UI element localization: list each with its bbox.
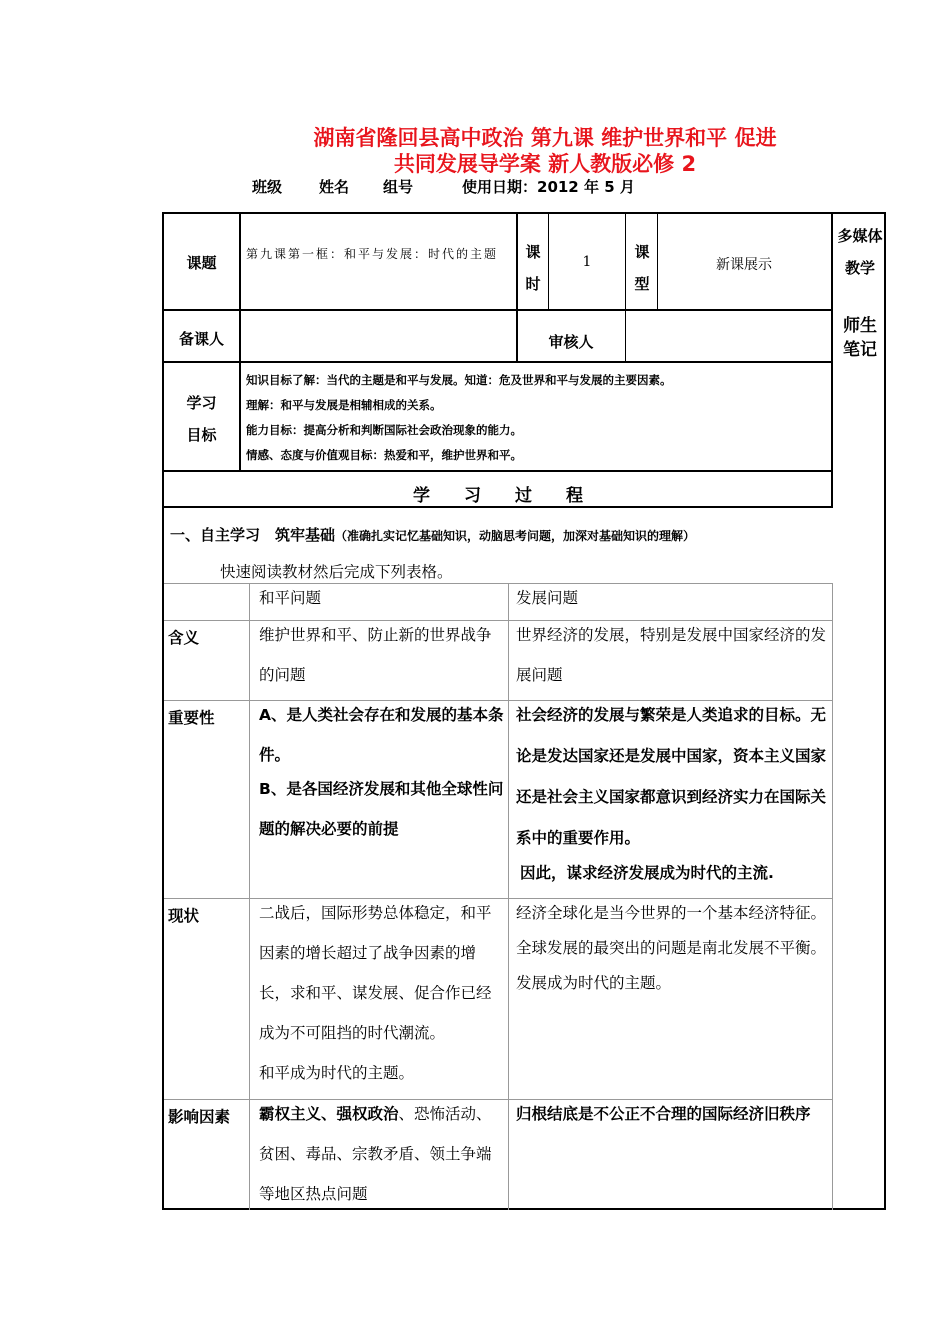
col-peace-header: 和平问题 [259, 589, 322, 607]
preparer-label: 备课人 [178, 330, 224, 348]
divider [239, 214, 241, 362]
notes-column-divider [831, 214, 833, 494]
row-label-meaning: 含义 [168, 629, 200, 647]
section-instruction: 快速阅读教材然后完成下列表格。 [220, 563, 453, 581]
goal-item: 能力目标：提高分析和判断国际社会政治现象的能力。 [246, 423, 522, 437]
row-label-factors: 影响因素 [168, 1108, 231, 1126]
factors-peace-bold: 霸权主义、强权政治 [259, 1105, 399, 1123]
divider [239, 362, 241, 470]
date-label: 使用日期：2012 年 5 月 [462, 178, 635, 196]
factors-peace [259, 1094, 504, 1214]
period-label: 课时 [525, 243, 541, 293]
group-label: 组号 [383, 178, 414, 196]
factors-peace-rest: 、恐怖活动、贫困、毒品、宗教矛盾、领土争端等地区热点问题 [259, 1105, 492, 1203]
goal-item: 情感、态度与价值观目标：热爱和平，维护世界和平。 [246, 448, 522, 462]
document-title-line-1: 湖南省隆回县高中政治 第九课 维护世界和平 促进 [313, 126, 777, 150]
status-peace-conclusion: 和平成为时代的主题。 [259, 1064, 415, 1082]
divider [508, 583, 509, 1210]
section-heading [170, 524, 695, 545]
goal-item: 理解：和平与发展是相辅相成的关系。 [246, 398, 442, 412]
type-label: 课型 [634, 243, 650, 293]
topic-value: 第九课第一框：和平与发展：时代的主题 [246, 247, 499, 261]
name-label: 姓名 [319, 178, 350, 196]
status-dev-3: 发展成为时代的主题。 [516, 974, 672, 992]
process-heading: 学 习 过 程 [413, 486, 583, 506]
type-value: 新课展示 [716, 257, 772, 273]
notes-label: 师生笔记 [843, 316, 877, 360]
importance-dev-conclusion: 因此，谋求经济发展成为时代的主流. [520, 864, 774, 882]
importance-peace-a: A、是人类社会存在和发展的基本条件。 [259, 706, 504, 764]
status-dev-2: 全球发展的最突出的问题是南北发展不平衡。 [516, 939, 827, 957]
factors-dev: 归根结底是不公正不合理的国际经济旧秩序 [516, 1105, 811, 1123]
importance-peace-b: B、是各国经济发展和其他全球性问题的解决必要的前提 [259, 780, 504, 838]
row-label-importance: 重要性 [168, 709, 215, 727]
meaning-peace: 维护世界和平、防止新的世界战争的问题 [259, 626, 492, 684]
importance-peace [259, 695, 504, 849]
status-dev [516, 896, 828, 1001]
divider [164, 583, 832, 584]
goals-label-1: 学习 [186, 394, 217, 412]
period-value: 1 [582, 254, 592, 270]
meaning-dev: 世界经济的发展，特别是发展中国家经济的发展问题 [516, 626, 827, 684]
divider [249, 583, 250, 1210]
topic-label: 课题 [186, 254, 217, 272]
importance-dev-text: 社会经济的发展与繁荣是人类追求的目标。无论是发达国家还是发展中国家，资本主义国家还是社会主义国家都意识到经济实力在国际关系中的重要作用。 [516, 706, 827, 847]
section-heading-note: （准确扎实记忆基础知识，动脑思考问题，加深对基础知识的理解） [335, 529, 696, 543]
divider [548, 214, 549, 310]
status-peace-text: 二战后，国际形势总体稳定，和平因素的增长超过了战争因素的增长，求和平、谋发展、促合作已经成为不可阻挡的时代潮流。 [259, 904, 492, 1042]
row-label-status: 现状 [168, 907, 200, 925]
media-label: 多媒体教学 [837, 227, 883, 277]
status-dev-1: 经济全球化是当今世界的一个基本经济特征。 [516, 904, 827, 922]
divider [164, 470, 832, 472]
divider [164, 309, 832, 311]
learning-goals [246, 368, 828, 468]
class-label: 班级 [252, 178, 283, 196]
col-dev-header: 发展问题 [516, 589, 579, 607]
section-heading-main: 一、自主学习 筑牢基础 [170, 526, 336, 544]
document-title-line-2: 共同发展导学案 新人教版必修 2 [393, 152, 697, 176]
importance-dev [516, 695, 828, 894]
goal-item: 知识目标了解：当代的主题是和平与发展。知道：危及世界和平与发展的主要因素。 [246, 373, 672, 387]
status-peace [259, 893, 504, 1093]
divider [657, 214, 658, 310]
reviewer-label: 审核人 [548, 333, 594, 351]
lesson-plan-table [162, 212, 886, 1210]
goals-label-2: 目标 [186, 426, 217, 444]
divider [164, 506, 832, 508]
divider [164, 361, 832, 363]
divider [832, 583, 833, 1210]
